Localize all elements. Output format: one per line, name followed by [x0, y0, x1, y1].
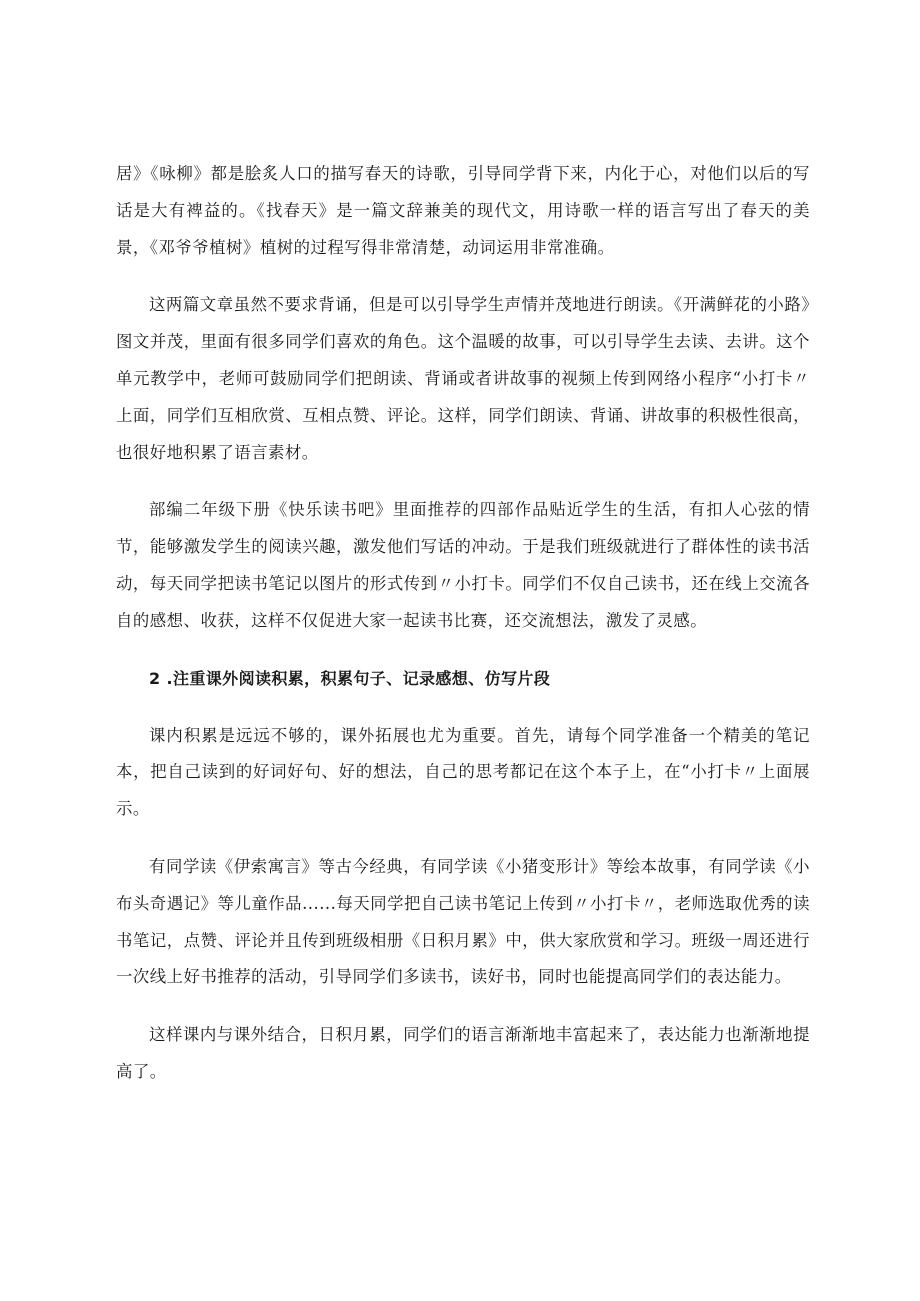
document-page [116, 156, 810, 1091]
paragraph-poems-intro: 居》《咏柳》都是脍炙人口的描写春天的诗歌，引导同学背下来，内化于心，对他们以后的写话是大有裨益的。《找春天》是一篇文辞兼美的现代文，用诗歌一样的语言写出了春天的美景，《邓爷爷植树》植树的过程写得非常清楚，动词运用非常准确。 [116, 164, 810, 257]
paragraph-reading-examples: 有同学读《伊索寓言》等古今经典，有同学读《小猪变形计》等绘本故事，有同学读《小布头奇遇记》等儿童作品......每天同学把自己读书笔记上传到〃小打卡〃，老师选取优秀的读书笔记，点赞、评论并且传到班级相册《日积月累》中，供大家欣赏和学习。班级一周还进行一次线上好书推荐的活动，引导同学们多读书，读好书，同时也能提高同学们的表达能力。 [116, 856, 810, 987]
section-heading: 2 .注重课外阅读积累，积累句子、记录感想、仿写片段 [149, 668, 551, 688]
paragraph-notebook: 课内积累是远远不够的，课外拓展也尤为重要。首先，请每个同学准备一个精美的笔记本，把自己读到的好词好句、好的想法，自己的思考都记在这个本子上，在“小打卡〃上面展示。 [116, 725, 810, 819]
paragraph-happy-reading: 部编二年级下册《快乐读书吧》里面推荐的四部作品贴近学生的生活，有扣人心弦的情节，能够激发学生的阅读兴趣，激发他们写话的冲动。于是我们班级就进行了群体性的读书活动，每天同学把读书笔记以图片的形式传到〃小打卡。同学们不仅自己读书，还在线上交流各自的感想、收获，这样不仅促进大家一起读书比赛，还交流想法，激发了灵感。 [116, 500, 810, 630]
paragraph-reading-aloud: 这两篇文章虽然不要求背诵，但是可以引导学生声情并茂地进行朗读。《开满鲜花的小路》图文并茂，里面有很多同学们喜欢的角色。这个温暖的故事，可以引导学生去读、去讲。这个单元教学中，老师可鼓励同学们把朗读、背诵或者讲故事的视频上传到网络小程序“小打卡〃上面，同学们互相欣赏、互相点赞、评论。这样，同学们朗读、背诵、讲故事的积极性很高，也很好地积累了语言素材。 [116, 295, 810, 462]
paragraph-conclusion: 这样课内与课外结合，日积月累，同学们的语言渐渐地丰富起来了，表达能力也渐渐地提高了。 [116, 1025, 810, 1081]
